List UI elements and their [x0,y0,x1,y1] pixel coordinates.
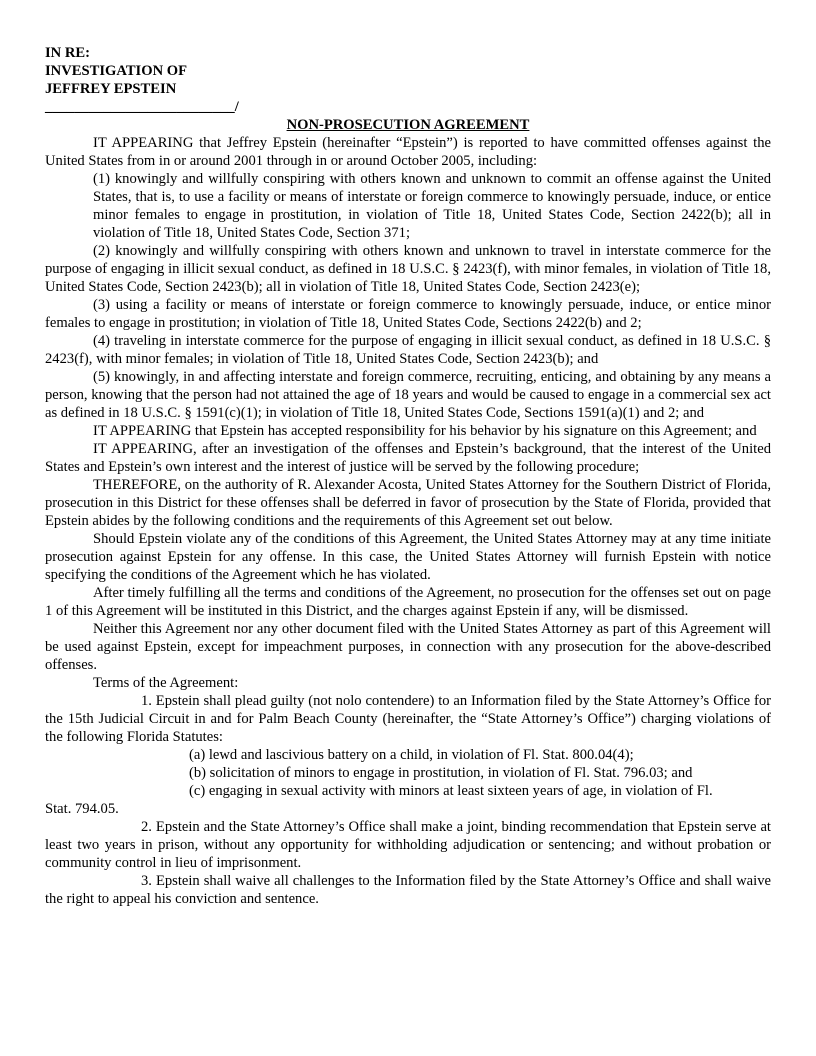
caption-in-re: IN RE: [45,45,90,61]
caption-rule: __________________________/ [45,99,239,115]
paragraph-use: Neither this Agreement nor any other document filed with the United States Attorney as part of this Agreement will be used against Epstein, except for impeachment purposes, in connection with any prosecution for the above-described offenses. [45,621,771,673]
paragraph-recital: IT APPEARING that Jeffrey Epstein (hereinafter “Epstein”) is reported to have committed offenses against the United States from in or around 2001 through in or around October 2005, including: [45,135,771,169]
paragraph-fulfillment: After timely fulfilling all the terms and conditions of the Agreement, no prosecution for the offenses set out on page 1 of this Agreement will be instituted in this District, and the charges against Epstein if any, will be dismissed. [45,585,771,619]
paragraph-interest: IT APPEARING, after an investigation of the offenses and Epstein’s background, that the interest of the United States and Epstein’s own interest and the interest of justice will be served by the following procedure; [45,441,771,475]
term-1-statute-c-continued: Stat. 794.05. [45,801,119,817]
offense-item-1: (1) knowingly and willfully conspiring with others known and unknown to commit an offense against the United States, that is, to use a facility or means of interstate or foreign commerce to knowingly persuade, induce, or entice minor females to engage in prostitution, in violation of Title 18, United States Code, Section 2422(b); all in violation of Title 18, United States Code, Section 371; [93,171,771,241]
term-1-statute-b: (b) solicitation of minors to engage in prostitution, in violation of Fl. Stat. 796.03; and [189,765,693,781]
paragraph-therefore: THEREFORE, on the authority of R. Alexander Acosta, United States Attorney for the Southern District of Florida, prosecution in this District for these offenses shall be deferred in favor of prosecution by the State of Florida, provided that Epstein abides by the following conditions and the requirements of this Agreement set out below. [45,477,771,529]
paragraph-responsibility: IT APPEARING that Epstein has accepted responsibility for his behavior by his signature on this Agreement; and [93,423,757,439]
terms-heading: Terms of the Agreement: [93,675,239,691]
term-3: 3. Epstein shall waive all challenges to the Information filed by the State Attorney’s Office and shall waive the right to appeal his conviction and sentence. [45,873,771,907]
offense-item-3: (3) using a facility or means of interstate or foreign commerce to knowingly persuade, induce, or entice minor females to engage in prostitution; in violation of Title 18, United States Code, Sections 2422(b) and 2; [45,297,771,331]
caption-subject: JEFFREY EPSTEIN [45,81,177,97]
offense-item-5: (5) knowingly, in and affecting interstate and foreign commerce, recruiting, enticing, and obtaining by any means a person, knowing that the person had not attained the age of 18 years and would be caused to engage in a commercial sex act as defined in 18 U.S.C. § 1591(c)(1); in violation of Title 18, United States Code, Sections 1591(a)(1) and 2; and [45,369,771,421]
case-caption [45,44,771,116]
term-1: 1. Epstein shall plead guilty (not nolo contendere) to an Information filed by the State Attorney’s Office for the 15th Judicial Circuit in and for Palm Beach County (hereinafter, the “State Attorney’s Office”) charging violations of the following Florida Statutes: [45,693,771,745]
term-2: 2. Epstein and the State Attorney’s Office shall make a joint, binding recommendation that Epstein serve at least two years in prison, without any opportunity for withholding adjudication or sentencing; and without probation or community control in lieu of imprisonment. [45,819,771,871]
offense-item-4: (4) traveling in interstate commerce for the purpose of engaging in illicit sexual conduct, as defined in 18 U.S.C. § 2423(f), with minor females; in violation of Title 18, United States Code, Section 2423(b); and [45,333,771,367]
document-title: NON-PROSECUTION AGREEMENT [286,117,530,133]
term-1-statute-a: (a) lewd and lascivious battery on a child, in violation of Fl. Stat. 800.04(4); [189,747,634,763]
term-1-statute-c: (c) engaging in sexual activity with minors at least sixteen years of age, in violation of Fl. [189,783,713,799]
caption-investigation: INVESTIGATION OF [45,63,188,79]
offense-item-2: (2) knowingly and willfully conspiring with others known and unknown to travel in interstate commerce for the purpose of engaging in illicit sexual conduct, as defined in 18 U.S.C. § 2423(f), with minor females, in violation of Title 18, United States Code, Section 2423(b); all in violation of Title 18, United States Code, Section 2423(e); [45,243,771,295]
paragraph-violation: Should Epstein violate any of the conditions of this Agreement, the United States Attorney may at any time initiate prosecution against Epstein for any offense. In this case, the United States Attorney will furnish Epstein with notice specifying the conditions of the Agreement which he has violated. [45,531,771,583]
